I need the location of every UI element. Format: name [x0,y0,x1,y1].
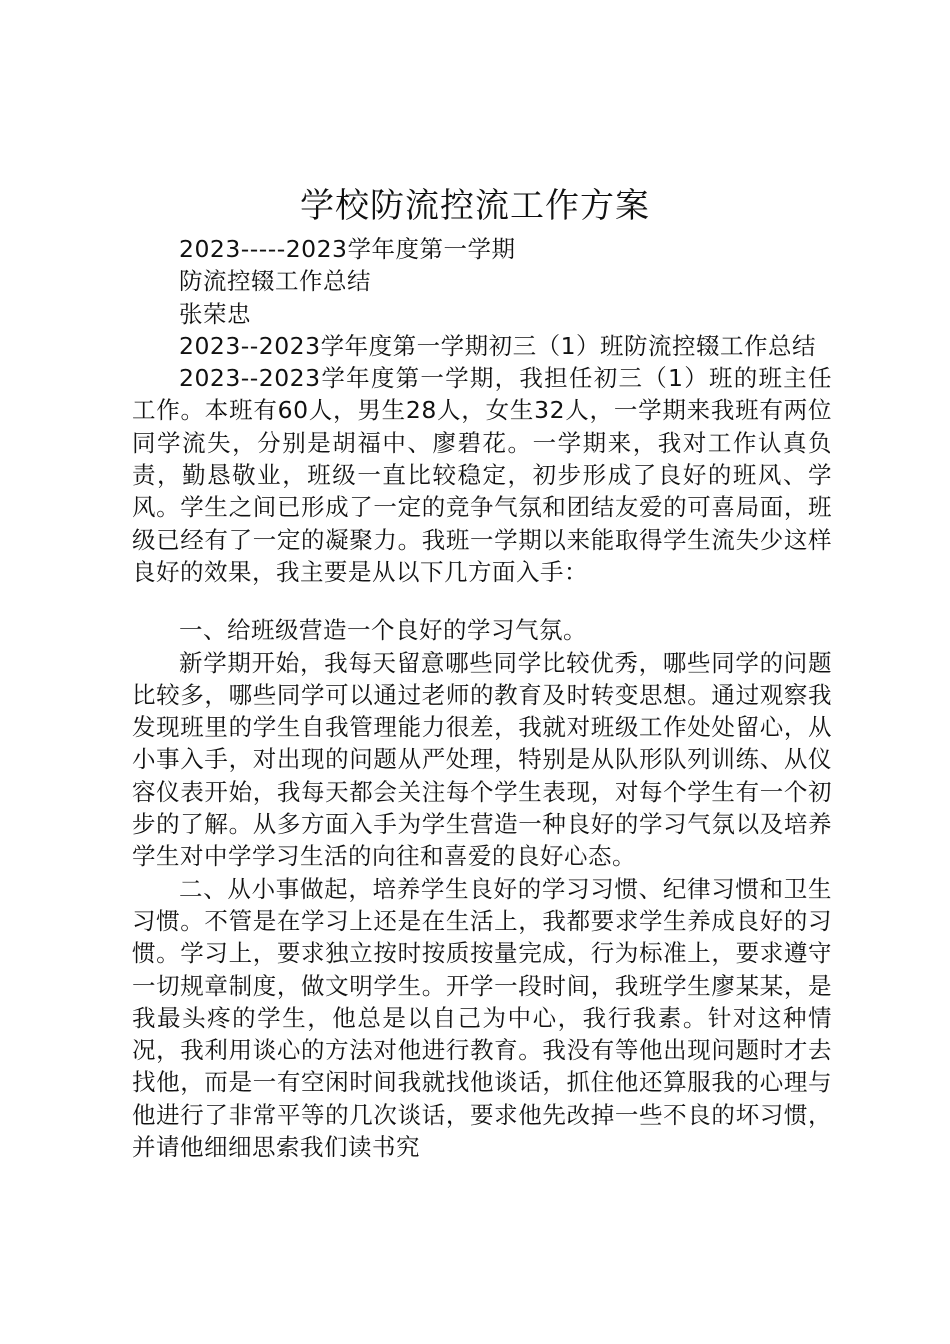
author-name: 张荣忠 [179,299,251,328]
summary-subtitle: 防流控辍工作总结 [179,267,371,296]
section-paragraph-2: 二、从小事做起，培养学生良好的学习习惯、纪律习惯和卫生习惯。不管是在学习上还是在生活上，我都要求学生养成良好的习惯。学习上，要求独立按时按质按量完成，行为标准上，要求遵守一切规章制度，做文明学生。开学一段时间，我班学生廖某某，是我最头疼的学生，他总是以自己为中心，我行我素。针对这种情况，我利用谈心的方法对他进行教育。我没有等他出现问题时才去找他，而是一有空闲时间我就找他谈话，抓住他还算服我的心理与他进行了非常平等的几次谈话，要求他先改掉一些不良的坏习惯，并请他细细思索我们读书究 [132,874,832,1162]
section-heading-1: 一、给班级营造一个良好的学习气氛。 [179,616,587,645]
document-body [132,233,832,1163]
intro-paragraph: 2023--2023学年度第一学期，我担任初三（1）班的班主任工作。本班有60人，男生28人，女生32人，一学期来我班有两位同学流失，分别是胡福中、廖碧花。一学期来，我对工作认真负责，勤恳敬业，班级一直比较稳定，初步形成了良好的班风、学风。学生之间已形成了一定的竞争气氛和团结友爱的可喜局面，班级已经有了一定的凝聚力。我班一学期以来能取得学生流失少这样良好的效果，我主要是从以下几方面入手： [132,364,832,586]
document-title: 学校防流控流工作方案 [300,186,650,226]
term-line: 2023-----2023学年度第一学期 [179,235,516,263]
section-paragraph-1: 新学期开始，我每天留意哪些同学比较优秀，哪些同学的问题比较多，哪些同学可以通过老师的教育及时转变思想。通过观察我发现班里的学生自我管理能力很差，我就对班级工作处处留心，从小事入手，对出现的问题从严处理，特别是从队形队列训练、从仪容仪表开始，我每天都会关注每个学生表现，对每个学生有一个初步的了解。从多方面入手为学生营造一种良好的学习气氛以及培养学生对中学学习生活的向往和喜爱的良好心态。 [132,648,832,871]
report-heading: 2023--2023学年度第一学期初三（1）班防流控辍工作总结 [179,331,817,360]
